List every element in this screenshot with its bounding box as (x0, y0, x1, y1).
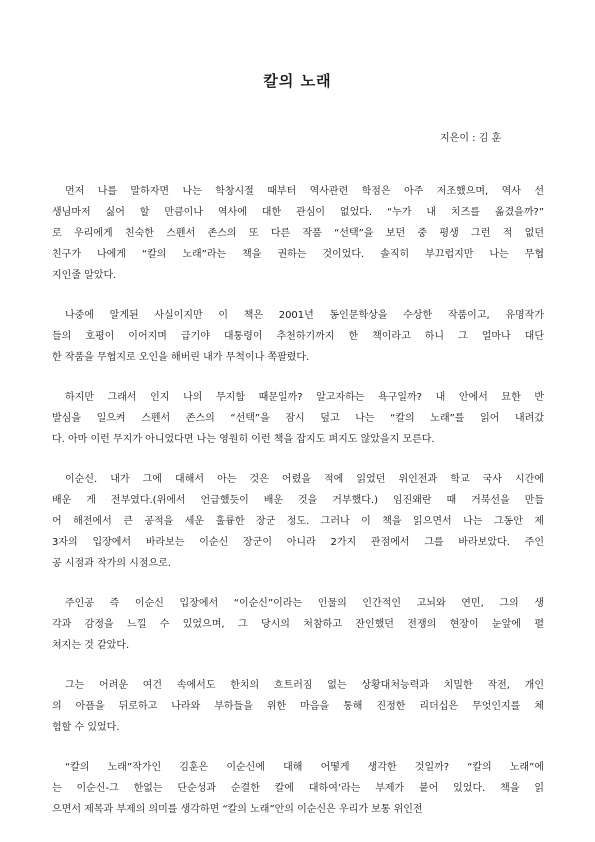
paragraph (52, 593, 544, 656)
paragraph-line: 그는 어려운 여건 속에서도 한치의 흐트러짐 없는 상황대처능력과 치밀한 작전, 개인 (65, 680, 544, 691)
paragraph-line: 는 이순신-그 한없는 단순성과 순결한 칼에 대하여’라는 부제가 붙어 있었다. 책을 읽 (52, 783, 544, 794)
paragraph-line: 하지만 그래서 인지 나의 무지함 때문일까? 알고자하는 욕구일까? 내 안에서 묘한 반 (65, 392, 544, 403)
paragraph-line: 친구가 나에게 “칼의 노래”라는 책을 권하는 것이었다. 솔직히 부끄럽지만 나는 무협 (52, 249, 544, 260)
paragraph-line: 지인줄 알았다. (52, 270, 117, 281)
paragraph-line: 로 우리에게 친숙한 스펜서 존스의 또 다른 작품 “선택”을 보던 중 평생 그런 적 없던 (52, 228, 544, 239)
paragraph (52, 387, 544, 450)
paragraph-line: “칼의 노래”작가인 김훈은 이순신에 대해 어떻게 생각한 것일까? “칼의 노래”에 (65, 762, 544, 773)
body-text (52, 181, 544, 839)
paragraph-line: 들의 호평이 이어지며 급기야 대통령이 추천하기까지 한 책이라고 하니 그 얼마나 대단 (52, 331, 544, 342)
paragraph-line: 공 시점과 작가의 시점으로. (52, 558, 171, 569)
paragraph-line: 먼저 나를 말하자면 나는 학창시절 때부터 역사관련 학점은 아주 저조했으며, 역사 선 (65, 186, 544, 197)
paragraph-line: 다. 아마 이런 무지가 아니었다면 나는 영원히 이런 책을 잡지도 펴지도 않았을지 모른다. (52, 434, 435, 445)
paragraph-line: 의 아픔을 뒤로하고 나라와 부하들을 위한 마음을 통해 진정한 리더십은 무엇인지를 체 (52, 701, 544, 712)
paragraph-line: 나중에 알게된 사실이지만 이 책은 2001년 동인문학상을 수상한 작품이고, 유명작가 (65, 310, 544, 321)
paragraph-line: 쳐지는 것 같았다. (52, 640, 130, 651)
author-line: 지은이 : 김 훈 (440, 133, 502, 144)
paragraph (52, 305, 544, 368)
paragraph-line: 험할 수 있었다. (52, 722, 120, 733)
paragraph-line: 발심을 일으켜 스펜서 존스의 “선택”을 잠시 덮고 나는 “칼의 노래”를 읽어 내려갔 (52, 413, 544, 424)
paragraph-line: 으면서 제목과 부제의 의미를 생각하면 “칼의 노래”안의 이순신은 우리가 보통 위인전 (52, 804, 423, 815)
paragraph-line: 어 해전에서 큰 공적을 세운 훌륭한 장군 정도. 그러나 이 책을 읽으면서 나는 그동안 제 (52, 516, 544, 527)
paragraph (52, 181, 544, 286)
page-title: 칼의 노래 (263, 72, 332, 90)
paragraph-line: 배운 게 전부였다.(위에서 언급했듯이 배운 것을 거부했다.) 임진왜란 때 거북선을 만들 (52, 495, 544, 506)
paragraph (52, 757, 544, 820)
paragraph (52, 469, 544, 574)
paragraph-line: 생님마저 싫어 할 만큼이나 역사에 대한 관심이 없었다. “누가 내 치즈를 옮겼을까?” (52, 207, 544, 218)
paragraph-line: 주인공 즉 이순신 입장에서 “이순신”이라는 인물의 인간적인 고뇌와 연민, 그의 생 (65, 598, 544, 609)
paragraph-line: 이순신. 내가 그에 대해서 아는 것은 어렸을 적에 읽었던 위인전과 학교 국사 시간에 (65, 474, 544, 485)
paragraph-line: 한 작품을 무협지로 오인을 해버린 내가 무척이나 쪽팔렸다. (52, 352, 310, 363)
paragraph-line: 3자의 입장에서 바라보는 이순신 장군이 아니라 2가지 관점에서 그를 바라보았다. 주인 (52, 537, 544, 548)
paragraph (52, 675, 544, 738)
paragraph-line: 각과 감정을 느낄 수 있었으며, 그 당시의 처참하고 잔인했던 전쟁의 현장이 눈앞에 펼 (52, 619, 544, 630)
